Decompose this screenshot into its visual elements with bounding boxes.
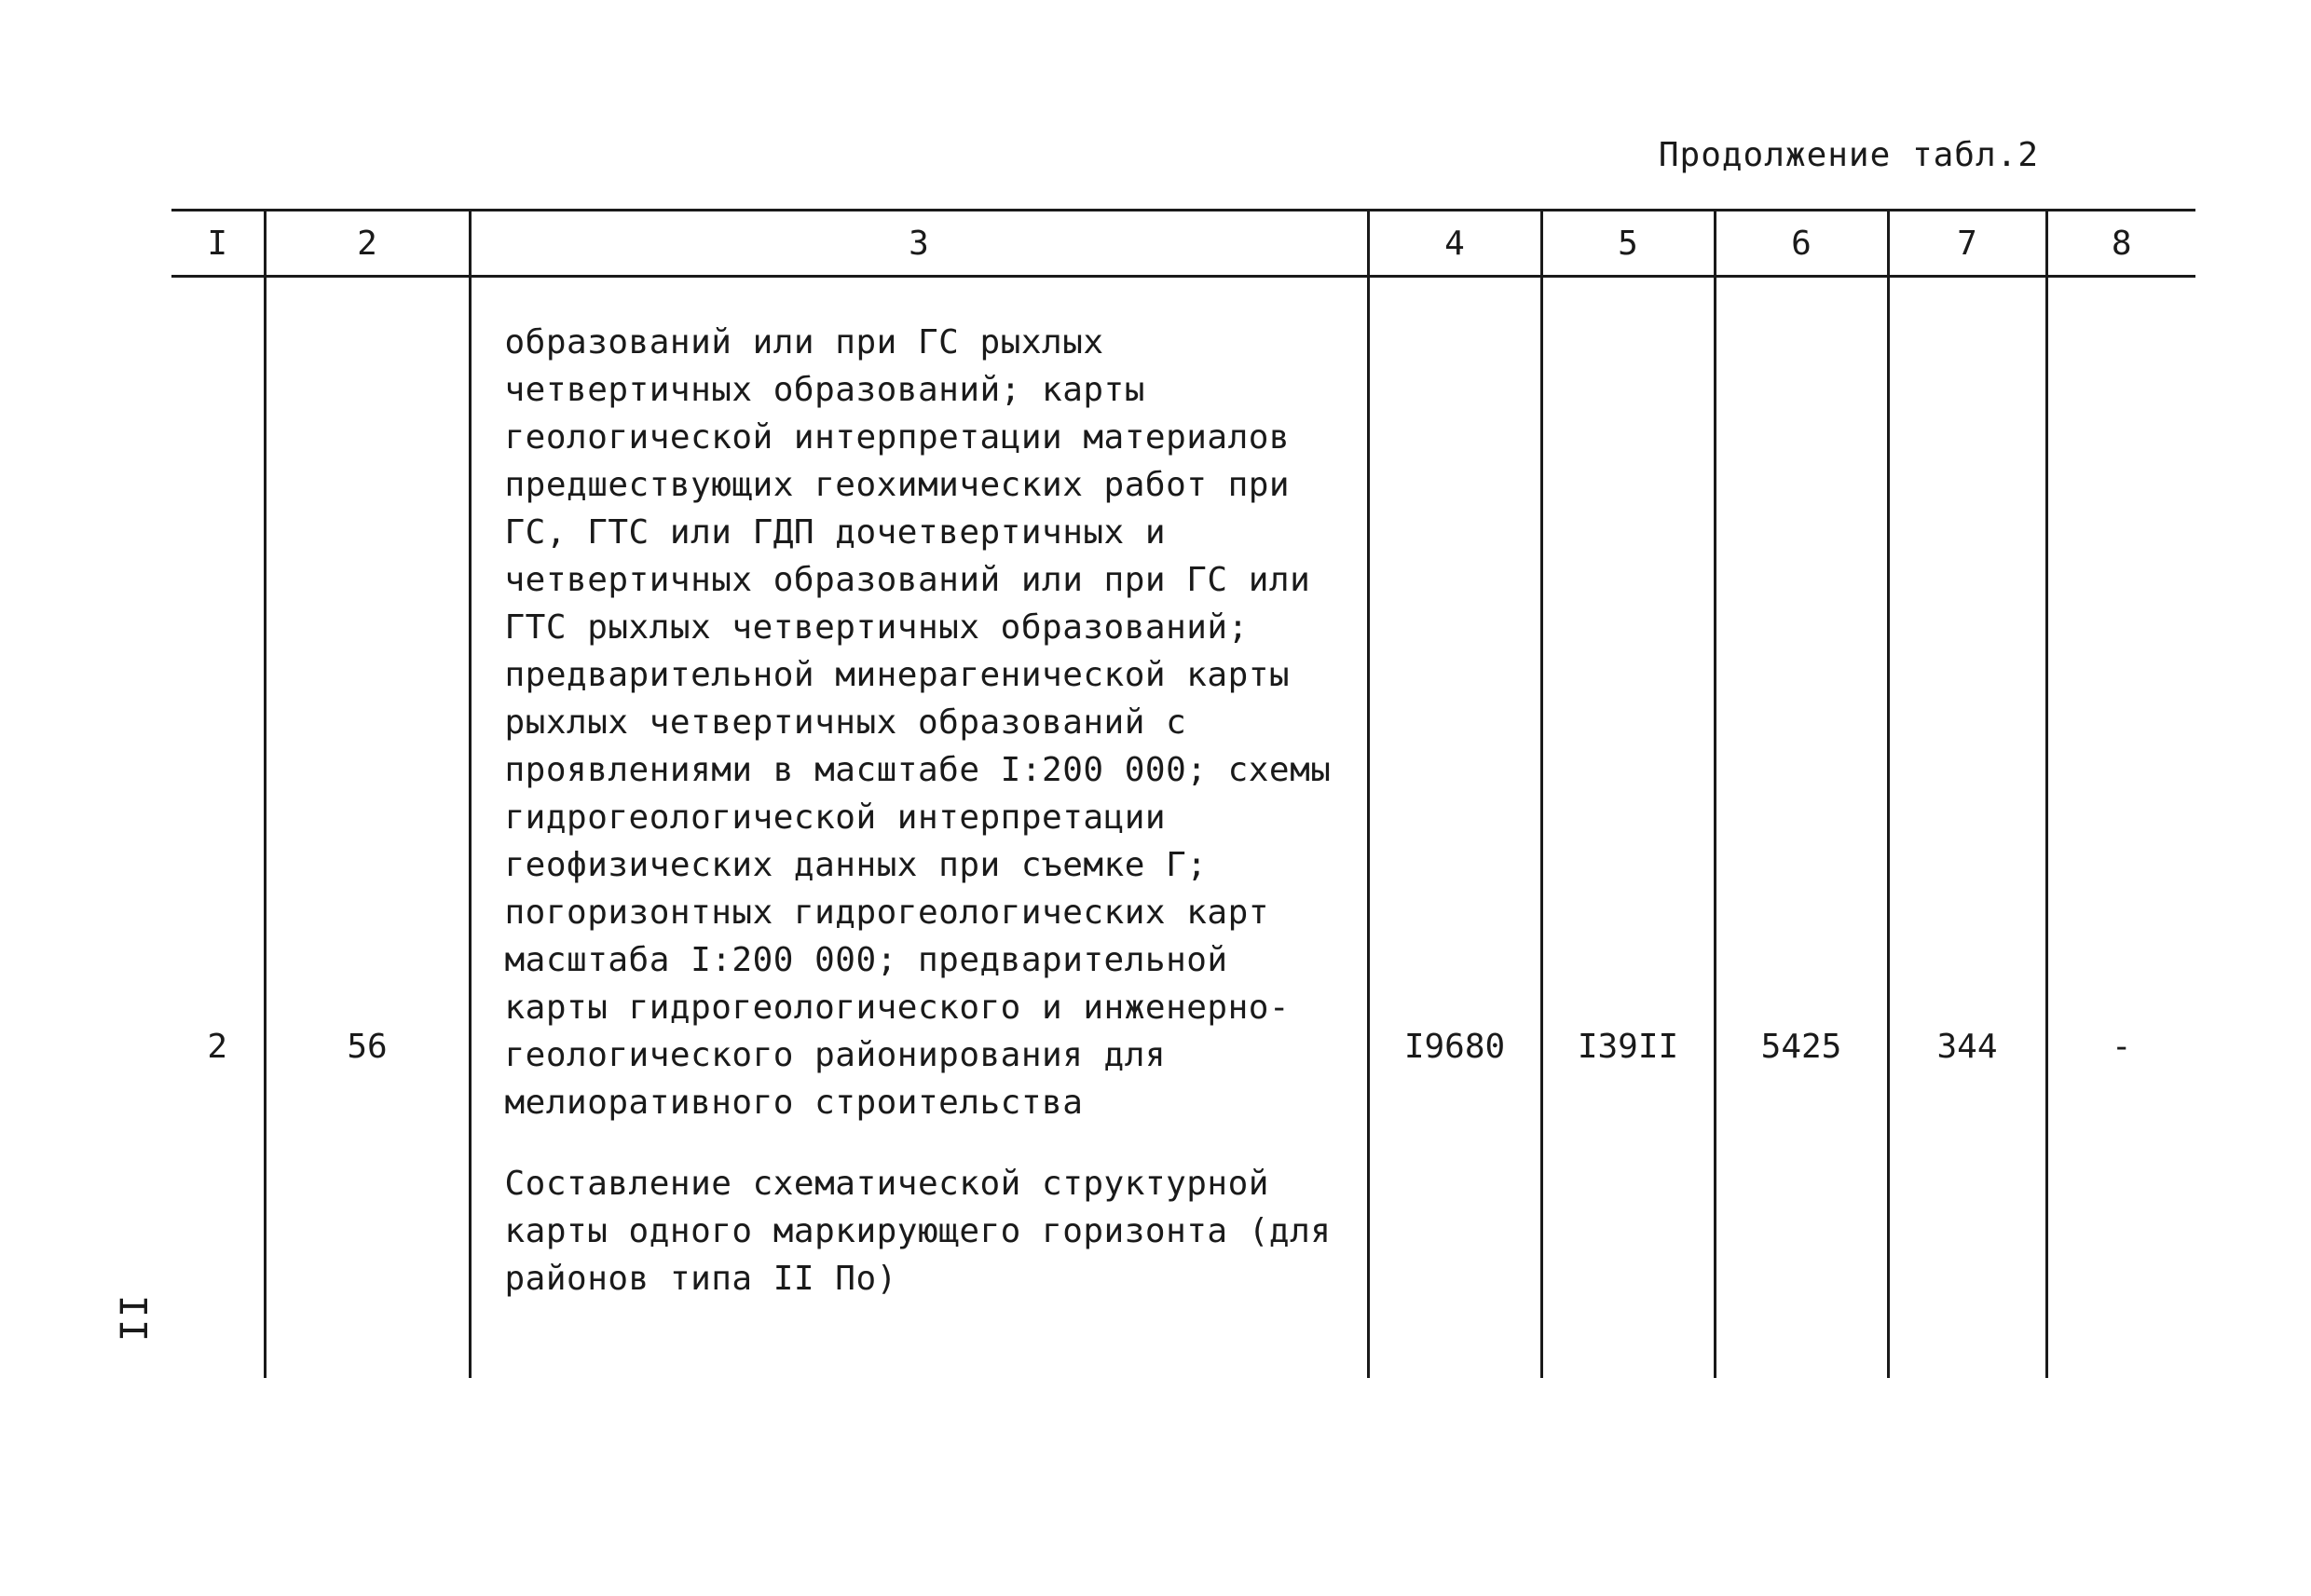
- page-number: II: [114, 1292, 157, 1342]
- cell-col-1: [171, 277, 265, 1379]
- row-item-number: 56: [347, 1028, 388, 1066]
- column-header-7: 7: [1888, 211, 2046, 277]
- row-section-number: 2: [207, 1028, 228, 1066]
- cell-col-5: [1541, 277, 1715, 1379]
- table-row: [171, 277, 2195, 1379]
- cell-col-8: [2046, 277, 2195, 1379]
- row-value-col-6: 5425: [1760, 1028, 1842, 1066]
- cell-col-6: [1715, 277, 1888, 1379]
- column-header-2: 2: [265, 211, 470, 277]
- row-description: Составление схематической структурной карты одного маркирующего горизонта (для районов типа II По): [504, 1165, 1332, 1298]
- column-header-1: I: [171, 211, 265, 277]
- header-row: [171, 211, 2195, 277]
- row-value-col-7: 344: [1936, 1028, 1998, 1066]
- row-value-col-8: -: [2111, 1028, 2132, 1066]
- table-caption: Продолжение табл.2: [1658, 136, 2039, 174]
- continued-description: образований или при ГС рыхлых четвертичных образований; карты геологической интерпретации материалов предшествующих геохимических работ при ГС, ГТС или ГДП дочетвертичных и четвертичных образований или при ГС или ГТС рыхлых четвертичных образований; предварительной минерагенической карты рыхлых четвертичных образований с проявлениями в масштабе I:200 000; схемы гидрогеологической интерпретации геофизических данных при съемке Г; погоризонтных гидрогеологических карт масштаба I:200 000; предварительной карты гидрогеологического и инженерно-геологического районирования для мелиоративного строительства: [504, 323, 1332, 1122]
- cell-col-3: [470, 277, 1368, 1379]
- column-header-5: 5: [1541, 211, 1715, 277]
- data-table-container: [171, 209, 2195, 1378]
- cell-col-4: [1368, 277, 1541, 1379]
- row-value-col-5: I39II: [1577, 1028, 1679, 1066]
- row-value-col-4: I9680: [1403, 1028, 1506, 1066]
- cell-col-2: [265, 277, 470, 1379]
- column-header-8: 8: [2046, 211, 2195, 277]
- column-header-3: 3: [470, 211, 1368, 277]
- data-table: [171, 209, 2195, 1378]
- cell-col-7: [1888, 277, 2046, 1379]
- column-header-6: 6: [1715, 211, 1888, 277]
- column-header-4: 4: [1368, 211, 1541, 277]
